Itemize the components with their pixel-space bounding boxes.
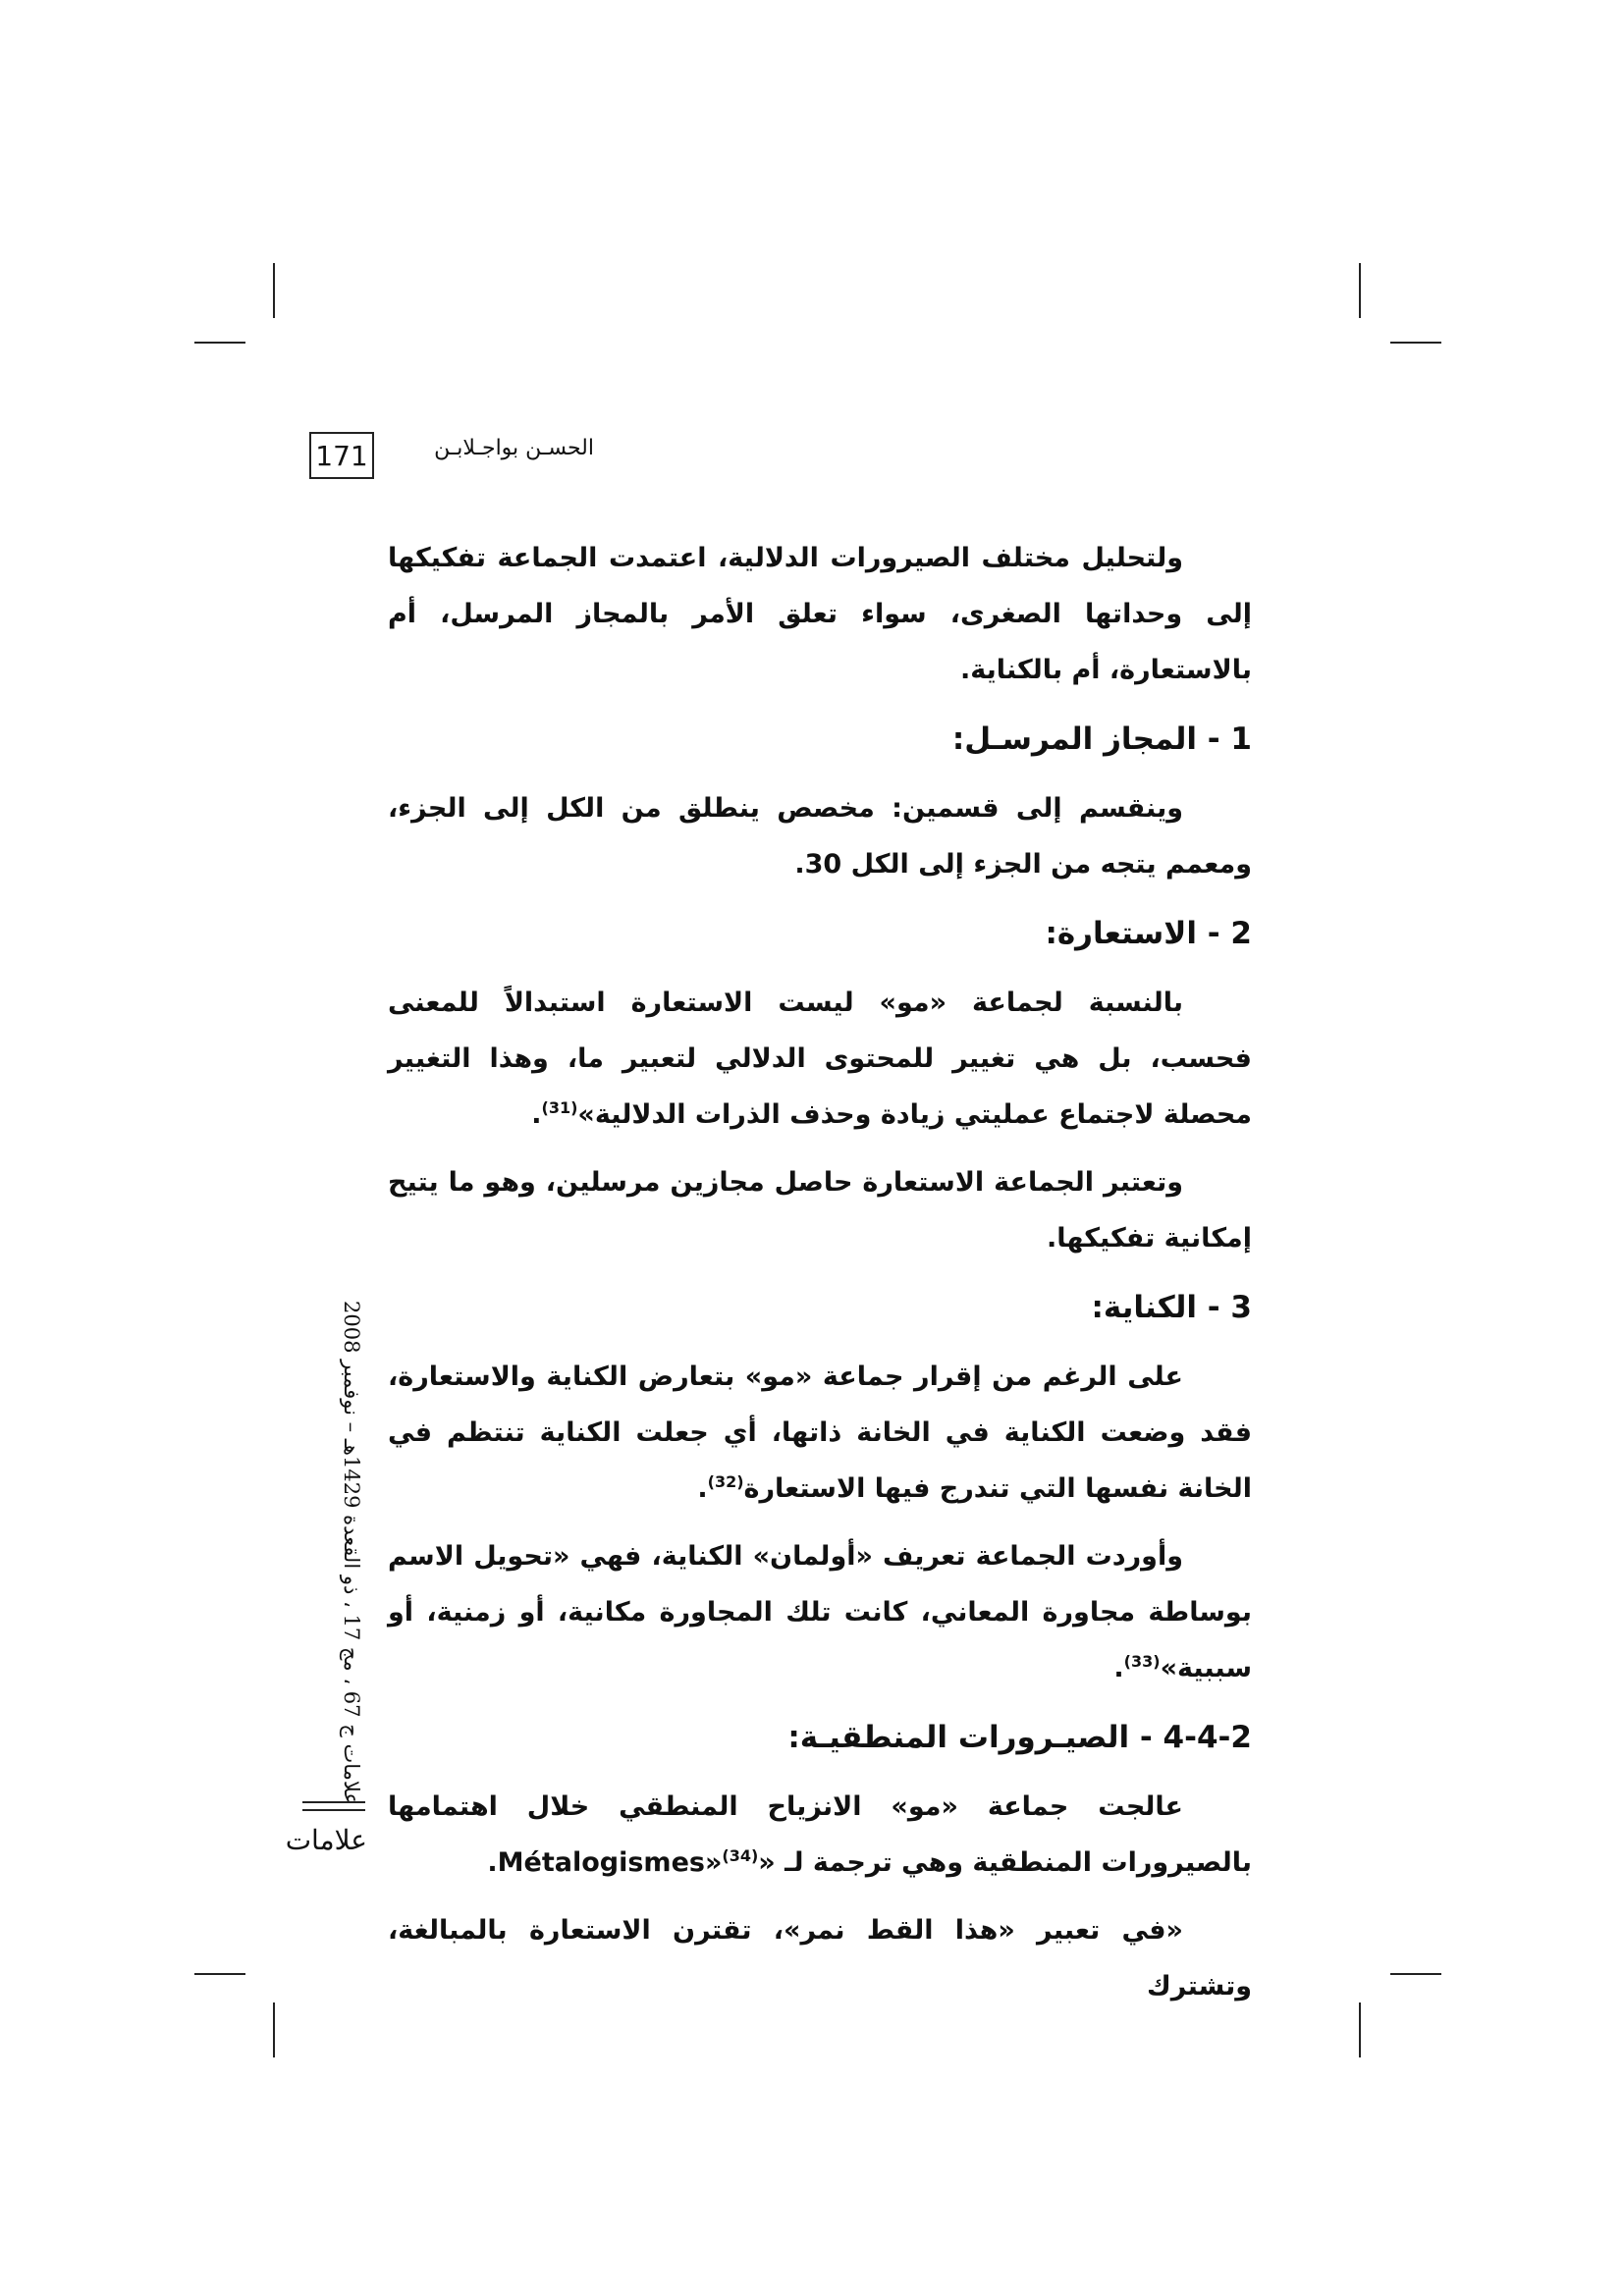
paragraph-end: . — [1113, 1653, 1124, 1683]
paragraph: «في تعبير «هذا القط نمر»، تقترن الاستعارة بالمبالغة، وتشترك — [388, 1915, 1252, 2002]
page-number: 171 — [309, 432, 374, 479]
section-heading: 2 - الاستعارة: — [1045, 916, 1252, 951]
paragraph — [388, 1349, 1252, 1517]
paragraph — [388, 975, 1252, 1143]
crop-mark-bottom-right-horizontal — [1390, 1973, 1441, 1975]
section-heading: 3 - الكناية: — [1091, 1290, 1252, 1325]
paragraph-end: . — [531, 1099, 542, 1130]
paragraph-end: . — [697, 1473, 708, 1504]
crop-mark-top-left-vertical — [273, 263, 275, 318]
crop-mark-top-right-horizontal — [1390, 342, 1441, 344]
paragraph: ولتحليل مختلف الصيرورات الدلالية، اعتمدت الجماعة تفكيكها إلى وحداتها الصغرى، سواء تعلق الأمر بالمجاز المرسل، أم بالاستعارة، أم بالكناية. — [388, 543, 1252, 685]
paragraph-text: عالجت جماعة «مو» الانزياح المنطقي خلال اهتمامها بالصيرورات المنطقية وهي ترجمة لـ «Métalogismes» — [388, 1791, 1252, 1878]
footnote-ref: (34) — [722, 1846, 759, 1865]
paragraph-text: على الرغم من إقرار جماعة «مو» بتعارض الكناية والاستعارة، فقد وضعت الكناية في الخانة ذاتها، أي جعلت الكناية تنتظم في الخانة نفسها التي تندرج فيها الاستعارة — [388, 1362, 1252, 1504]
footnote-ref: (32) — [707, 1472, 744, 1491]
sidebar-divider — [302, 1801, 365, 1811]
crop-mark-bottom-left-horizontal — [194, 1973, 245, 1975]
footnote-ref: (31) — [541, 1098, 578, 1117]
paragraph-text: بالنسبة لجماعة «مو» ليست الاستعارة استبدالاً للمعنى فحسب، بل هي تغيير للمحتوى الدلالي لتعبير ما، وهذا التغيير محصلة لاجتماع عمليتي زيادة وحذف الذرات الدلالية» — [388, 988, 1252, 1130]
crop-mark-bottom-right-vertical — [1359, 2002, 1361, 2057]
footnote-ref: (33) — [1123, 1652, 1161, 1671]
crop-mark-bottom-left-vertical — [273, 2002, 275, 2057]
crop-mark-top-right-vertical — [1359, 263, 1361, 318]
crop-mark-top-left-horizontal — [194, 342, 245, 344]
paragraph-end: . — [487, 1847, 498, 1878]
paragraph: وينقسم إلى قسمين: مخصص ينطلق من الكل إلى الجزء، ومعمم يتجه من الجزء إلى الكل 30. — [388, 793, 1252, 880]
paragraph-text: وأوردت الجماعة تعريف «أولمان» الكناية، فهي «تحويل الاسم بوساطة مجاورة المعاني، كانت تلك المجاورة مكانية، أو زمنية، أو سببية» — [388, 1541, 1252, 1683]
journal-logo: علامات — [285, 1824, 367, 1856]
paragraph — [388, 1528, 1252, 1696]
running-header-author: الحسـن بواجـلابـن — [434, 436, 594, 460]
section-heading: 1 - المجاز المرسـل: — [951, 721, 1252, 757]
paragraph — [388, 1779, 1252, 1891]
journal-info-text: علامات ج 67 ، مج 17 ، ذو القعدة 1429هـ – نوفمبر 2008 — [340, 1301, 363, 1805]
paragraph: وتعتبر الجماعة الاستعارة حاصل مجازين مرسلين، وهو ما يتيح إمكانية تفكيكها. — [388, 1167, 1252, 1254]
section-heading: 4-4-2 - الصيـرورات المنطقيـة: — [787, 1720, 1252, 1755]
article-body — [388, 530, 1252, 2026]
